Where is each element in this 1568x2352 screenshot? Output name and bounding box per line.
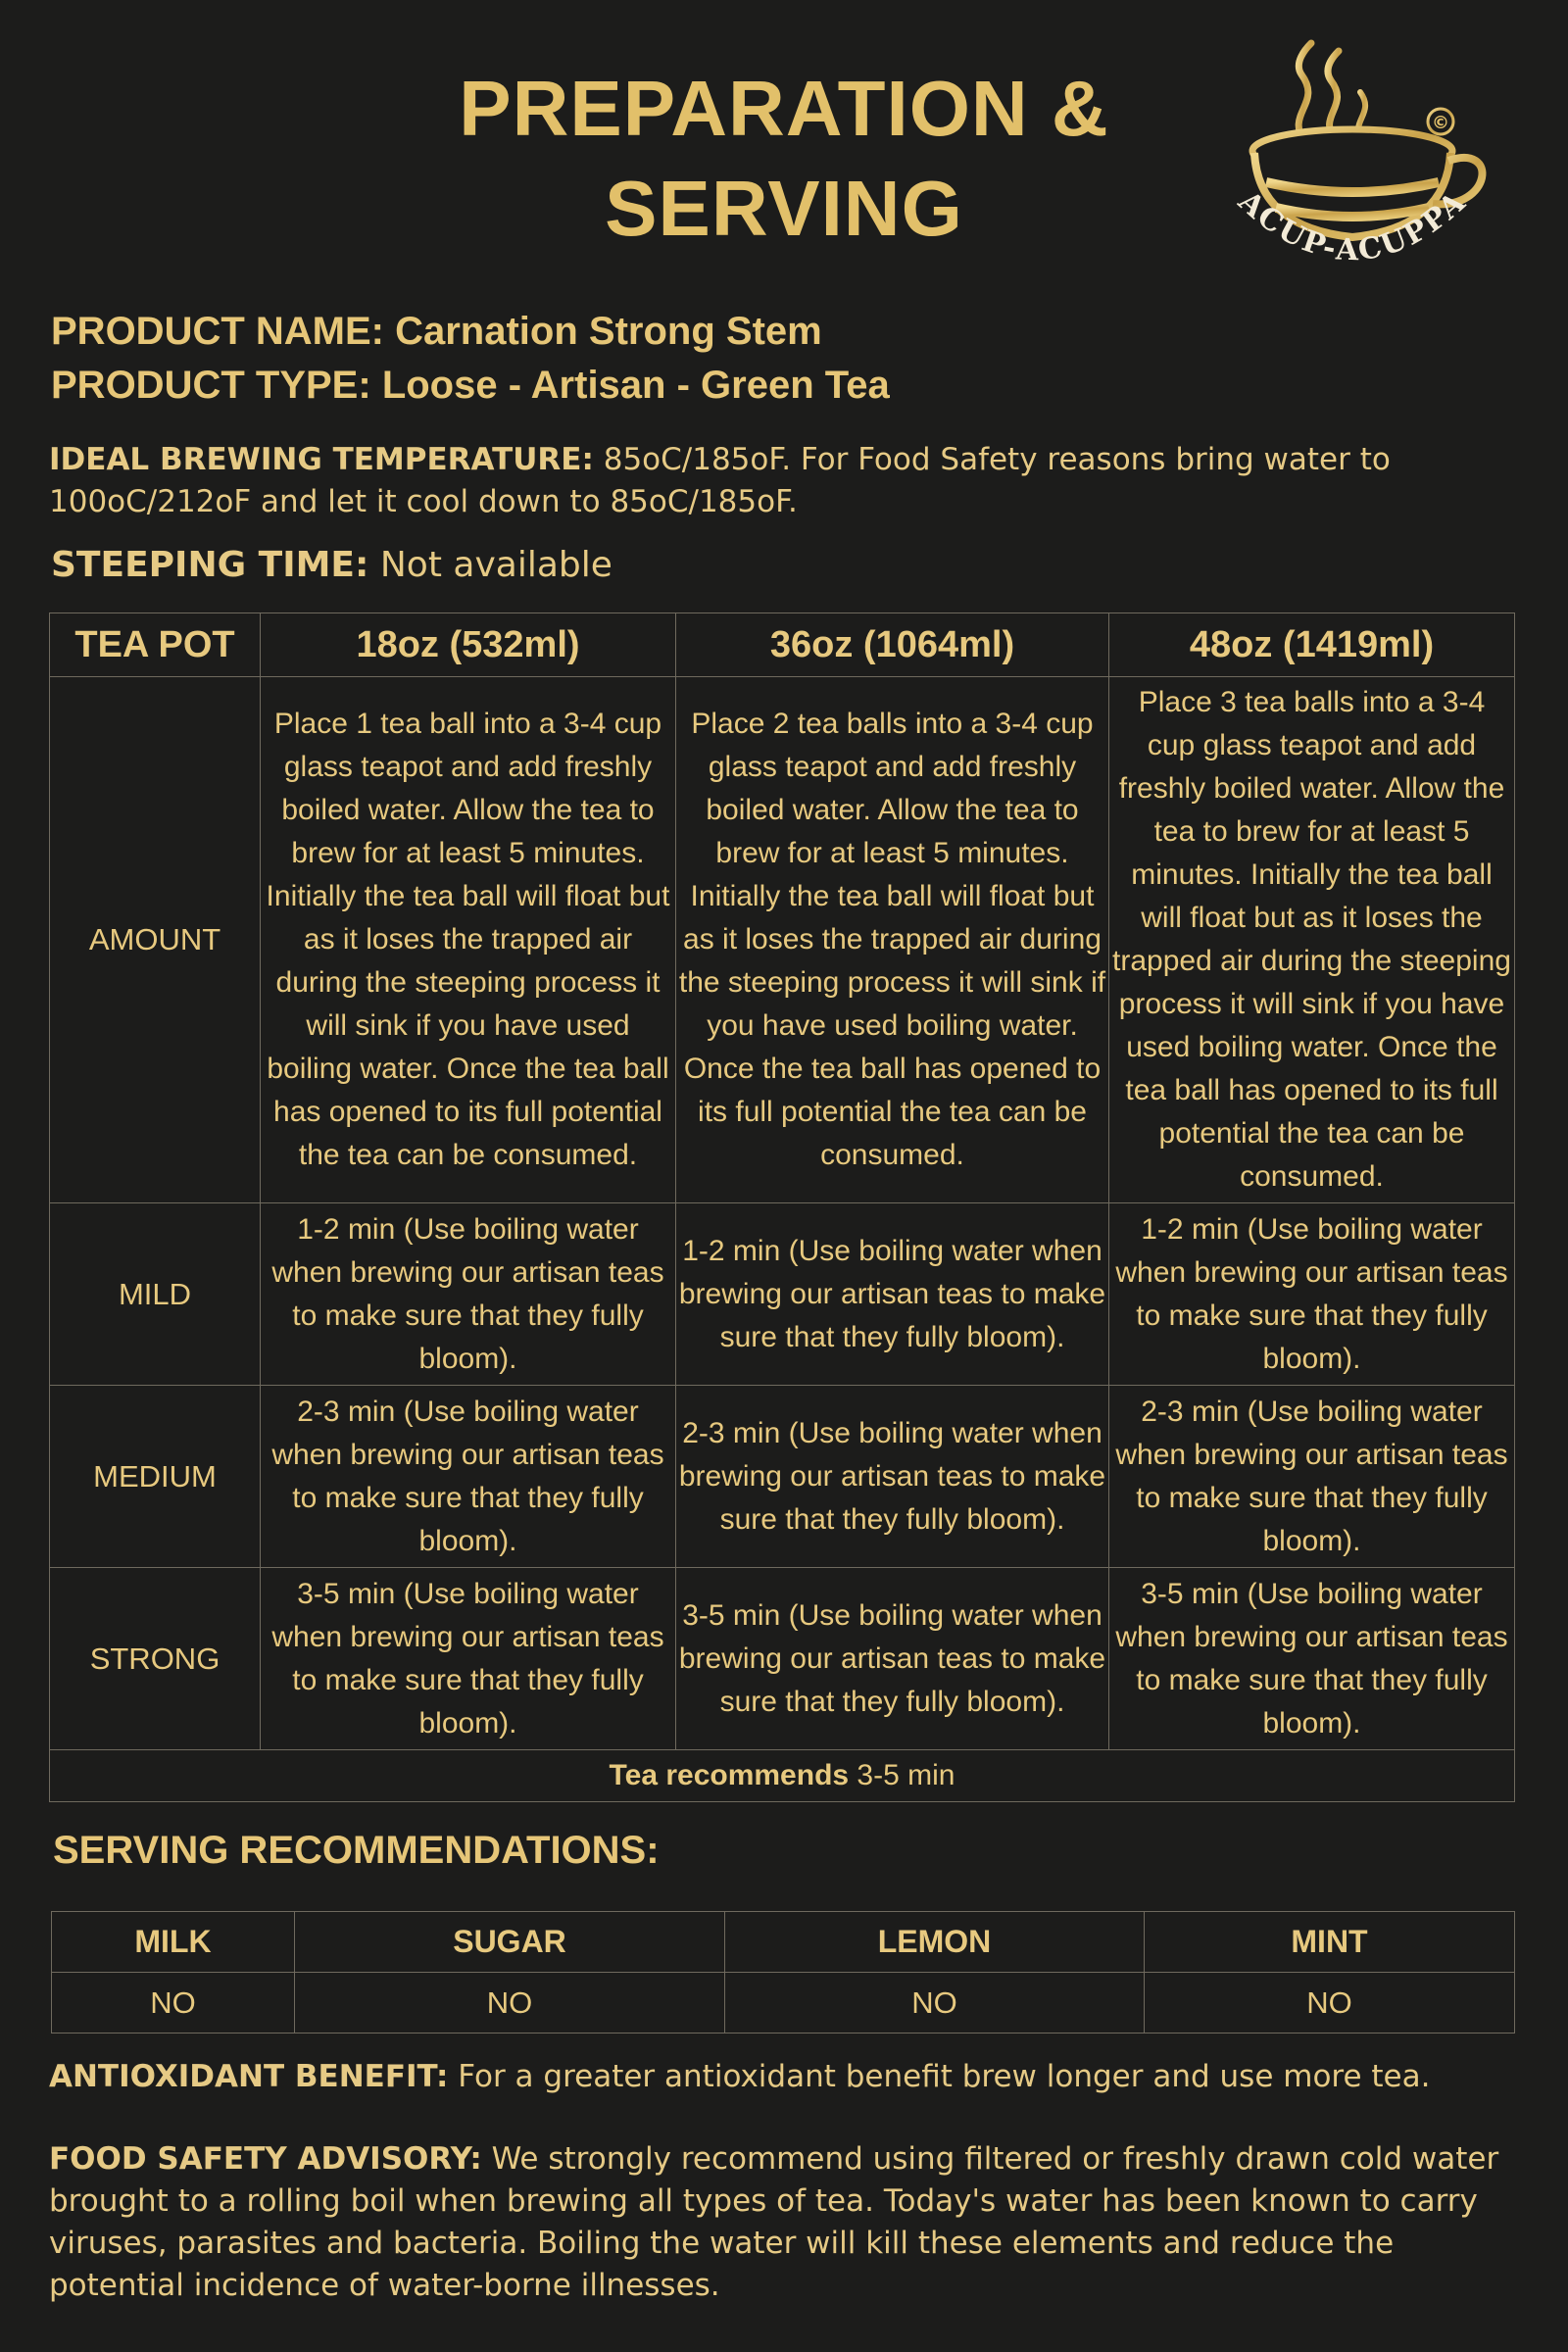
brew-table-header-row [50,613,1515,677]
antioxidant-benefit [49,2056,1529,2098]
row-label-medium: MEDIUM [50,1386,261,1568]
value-mint: NO [1145,1973,1515,2034]
header-36oz: 36oz (1064ml) [676,613,1109,677]
product-name-value: Carnation Strong Stem [395,310,822,353]
tea-recommendation-label: Tea recommends [609,1759,850,1791]
table-row-strong [50,1568,1515,1750]
steeping-time-label: STEEPING TIME: [51,545,369,585]
steaming-teacup-icon [1215,35,1499,290]
brewing-temperature [49,439,1401,523]
header-milk: MILK [52,1912,295,1973]
product-name-label: PRODUCT NAME: [51,310,384,353]
steeping-time-value: Not available [379,545,612,585]
medium-36oz: 2-3 min (Use boiling water when brewing our artisan teas to make sure that they fully bloom). [676,1386,1109,1568]
medium-48oz: 2-3 min (Use boiling water when brewing our artisan teas to make sure that they fully bloom). [1109,1386,1515,1568]
mild-48oz: 1-2 min (Use boiling water when brewing our artisan teas to make sure that they fully bloom). [1109,1203,1515,1386]
row-label-amount: AMOUNT [50,677,261,1203]
row-label-mild: MILD [50,1203,261,1386]
brewing-temperature-text: 85oC/185oF. For Food Safety reasons bring water to 100oC/212oF and let it cool down to 85oC/185oF. [49,442,1391,519]
brewing-temperature-label: IDEAL BREWING TEMPERATURE: [49,442,594,477]
product-type [51,364,890,408]
product-name [51,310,822,354]
table-row-amount [50,677,1515,1203]
value-sugar: NO [295,1973,725,2034]
brand-logo [1215,35,1499,290]
amount-18oz: Place 1 tea ball into a 3-4 cup glass teapot and add freshly boiled water. Allow the tea to brew for at least 5 minutes. Initially the tea ball will float but as it loses the trapped air during the steeping process it will sink if you have used boiling water. Once the tea ball has opened to its full potential the tea can be consumed. [261,677,676,1203]
amount-48oz: Place 3 tea balls into a 3-4 cup glass teapot and add freshly boiled water. Allow the tea to brew for at least 5 minutes. Initially the tea ball will float but as it loses the trapped air during the steeping process it will sink if you have used boiling water. Once the tea ball has opened to its full potential the tea can be consumed. [1109,677,1515,1203]
product-type-value: Loose - Artisan - Green Tea [381,364,890,407]
page-title-line2: SERVING [605,165,963,252]
table-row-recommendation [50,1750,1515,1802]
header-tea-pot: TEA POT [50,613,261,677]
serving-value-row [52,1973,1515,2034]
table-row-medium [50,1386,1515,1568]
serving-recommendations-title: SERVING RECOMMENDATIONS: [53,1829,660,1872]
header-18oz: 18oz (532ml) [261,613,676,677]
strong-36oz: 3-5 min (Use boiling water when brewing our artisan teas to make sure that they fully bloom). [676,1568,1109,1750]
antioxidant-benefit-text: For a greater antioxidant benefit brew longer and use more tea. [458,2059,1431,2094]
brew-table [49,612,1515,1802]
header-sugar: SUGAR [295,1912,725,1973]
header-mint: MINT [1145,1912,1515,1973]
value-lemon: NO [725,1973,1145,2034]
tea-recommendation [50,1750,1515,1802]
antioxidant-benefit-label: ANTIOXIDANT BENEFIT: [49,2059,449,2094]
value-milk: NO [52,1973,295,2034]
food-safety-advisory-text: We strongly recommend using filtered or freshly drawn cold water brought to a rolling boil when brewing all types of tea. Today's water has been known to carry viruses, parasites and bacteria. Boiling the water will kill these elements and reduce the potential incidence of water-borne illnesses. [49,2141,1499,2303]
medium-18oz: 2-3 min (Use boiling water when brewing our artisan teas to make sure that they fully bloom). [261,1386,676,1568]
row-label-strong: STRONG [50,1568,261,1750]
steeping-time [51,545,612,585]
food-safety-advisory-label: FOOD SAFETY ADVISORY: [49,2141,482,2177]
amount-36oz: Place 2 tea balls into a 3-4 cup glass teapot and add freshly boiled water. Allow the tea to brew for at least 5 minutes. Initially the tea ball will float but as it loses the trapped air during the steeping process it will sink if you have used boiling water. Once the tea ball has opened to its full potential the tea can be consumed. [676,677,1109,1203]
serving-header-row [52,1912,1515,1973]
svg-text:©: © [1432,113,1449,133]
serving-table [51,1911,1515,2034]
svg-text:ACUP-ACUPPA: ACUP-ACUPPA [1231,184,1474,269]
header-lemon: LEMON [725,1912,1145,1973]
mild-18oz: 1-2 min (Use boiling water when brewing our artisan teas to make sure that they fully bloom). [261,1203,676,1386]
tea-recommendation-value: 3-5 min [857,1759,956,1791]
table-row-mild [50,1203,1515,1386]
header-48oz: 48oz (1419ml) [1109,613,1515,677]
food-safety-advisory [49,2138,1529,2307]
strong-18oz: 3-5 min (Use boiling water when brewing our artisan teas to make sure that they fully bloom). [261,1568,676,1750]
strong-48oz: 3-5 min (Use boiling water when brewing our artisan teas to make sure that they fully bloom). [1109,1568,1515,1750]
page-title-line1: PREPARATION & [459,65,1109,152]
mild-36oz: 1-2 min (Use boiling water when brewing our artisan teas to make sure that they fully bloom). [676,1203,1109,1386]
product-type-label: PRODUCT TYPE: [51,364,371,407]
